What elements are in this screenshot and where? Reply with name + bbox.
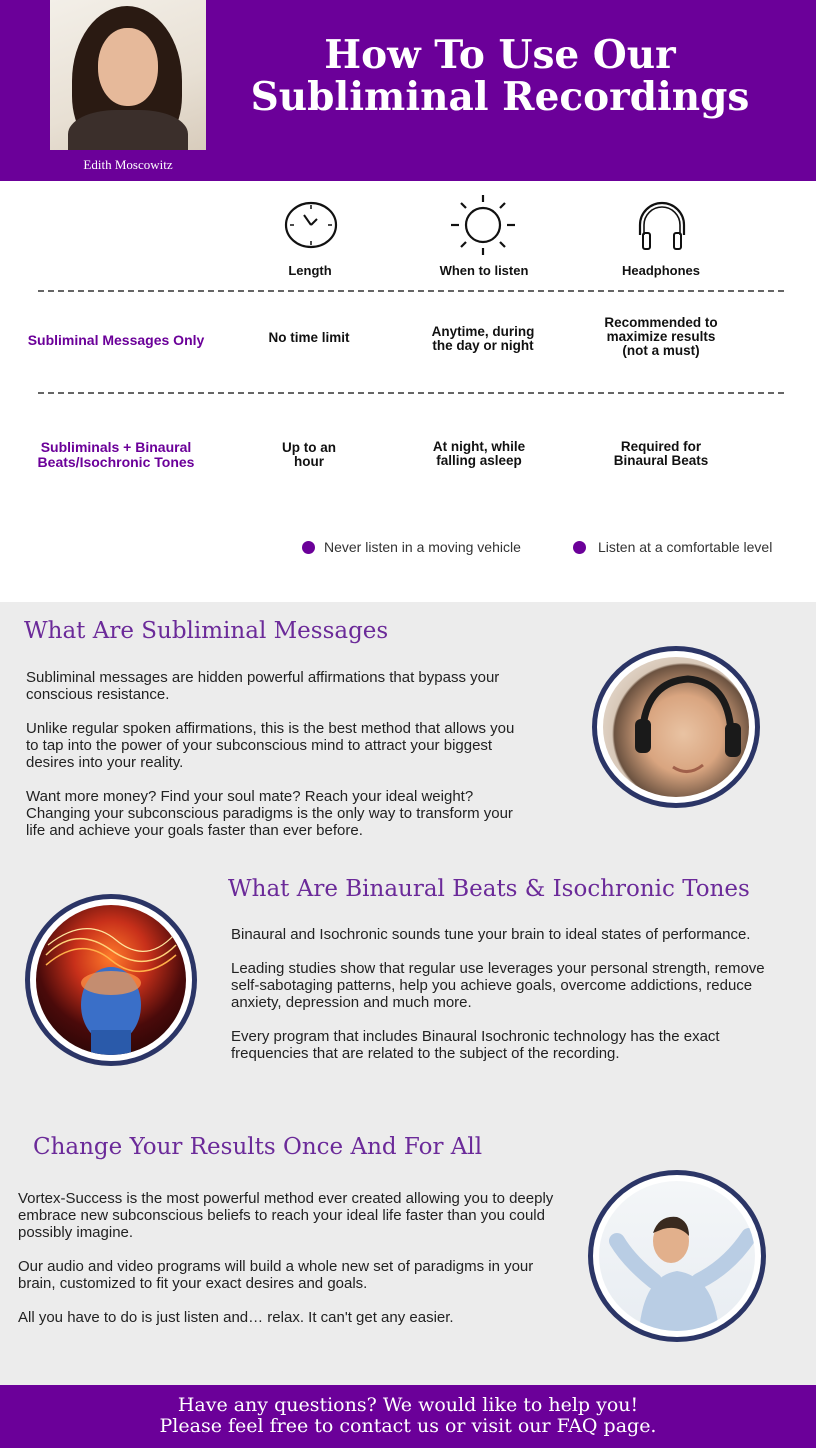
section-title-results: Change Your Results Once And For All (33, 1134, 483, 1160)
row-label-subliminal-only: Subliminal Messages Only (27, 332, 205, 348)
footer-question: Have any questions? We would like to help you! (177, 1394, 639, 1416)
footer-banner (0, 1385, 816, 1448)
author-name: Edith Moscowitz (83, 157, 173, 172)
bullet-dot (302, 541, 315, 554)
sun-icon (449, 193, 517, 257)
section-text-subliminal: Subliminal messages are hidden powerful affirmations that bypass your conscious resistance. Unlike regular spoken affirmations, this is the best method that allows you to tap into the power of your subconscious mind to attract your biggest desires into your reality. Want more money? Find your soul mate? Reach your ideal weight?Changing your subconscious paradigms is the only way to transform your life and achieve your goals faster than ever before. (26, 669, 515, 839)
cell-headphones: Recommended to maximize results (not a must) (604, 315, 718, 358)
section-title-binaural: What Are Binaural Beats & Isochronic Tones (228, 876, 750, 902)
note-moving-vehicle: Never listen in a moving vehicle (324, 539, 521, 555)
divider (38, 392, 784, 394)
clock-icon (284, 200, 338, 250)
column-header-length: Length (288, 263, 332, 278)
note-comfortable-level: Listen at a comfortable level (598, 539, 773, 555)
headphones-woman-photo (592, 646, 760, 808)
cell-headphones: Required for Binaural Beats (613, 439, 709, 468)
footer-contact-link[interactable]: Please feel free to contact us or visit our FAQ page. (159, 1415, 657, 1437)
bullet-dot (573, 541, 586, 554)
section-title-subliminal: What Are Subliminal Messages (24, 618, 389, 644)
column-header-when: When to listen (439, 263, 529, 278)
headphones-icon (634, 197, 690, 253)
row-label-binaural: Subliminals + Binaural Beats/Isochronic Tones (37, 439, 195, 470)
cell-when: At night, while falling asleep (432, 439, 526, 468)
section-text-results: Vortex-Success is the most powerful method ever created allowing you to deeply embrace new subconscious beliefs to reach your ideal life faster than you could possibly imagine. Our audio and video programs will build a whole new set of paradigms in your brain, customized to fit your exact desires and goals. All you have to do is just listen and… relax. It can't get any easier. (18, 1190, 554, 1326)
brain-waves-image (25, 894, 197, 1066)
author-photo (50, 0, 206, 150)
header-banner (0, 0, 816, 181)
page-title: How To Use Our Subliminal Recordings (250, 32, 750, 120)
cell-length: No time limit (268, 330, 350, 345)
column-header-headphones: Headphones (621, 263, 700, 278)
section-text-binaural: Binaural and Isochronic sounds tune your brain to ideal states of performance. Leading studies show that regular use leverages your personal strength, remove self-sabotaging patterns, help you achieve goals, overcome addictions, reduce anxiety, depression and much more. Every program that includes Binaural Isochronic technology has the exact frequencies that are related to the subject of the recording. (231, 926, 765, 1062)
happy-man-photo (588, 1170, 766, 1342)
divider (38, 290, 784, 292)
cell-when: Anytime, during the day or night (431, 324, 535, 353)
cell-length: Up to an hour (282, 440, 336, 469)
